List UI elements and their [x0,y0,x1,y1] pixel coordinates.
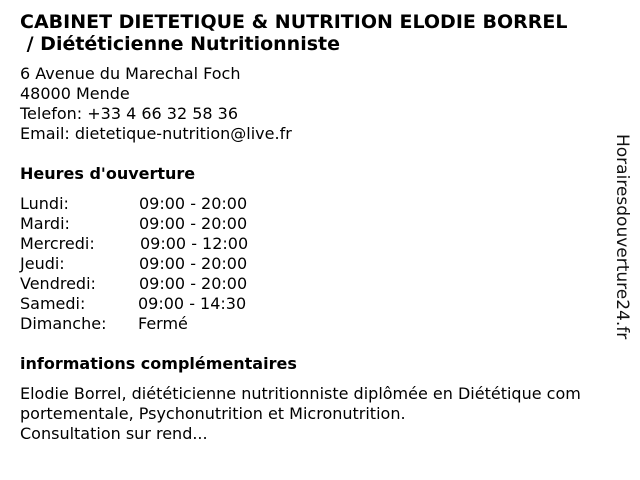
business-title-line1: CABINET DIETETIQUE & NUTRITION ELODIE BORREL [20,11,568,33]
time-range: 09:00 - 14:30 [138,294,247,313]
day-label: Lundi: [20,194,69,213]
time-range: 09:00 - 20:00 [139,274,248,293]
time-range: 09:00 - 20:00 [139,214,248,233]
business-title [20,11,630,55]
day-label: Mardi: [20,214,70,233]
day-label: Vendredi: [20,274,96,293]
additional-info-heading: informations complémentaires [20,354,297,373]
phone-number: Telefon: +33 4 66 32 58 36 [20,104,239,123]
time-range: 09:00 - 12:00 [140,234,249,253]
address-street: 6 Avenue du Marechal Foch [20,64,241,83]
day-label: Samedi: [20,294,86,313]
opening-hours-heading: Heures d'ouverture [20,164,196,183]
info-text-line: Consultation sur rend... [20,424,208,443]
info-text-line: portementale, Psychonutrition et Micronutrition. [20,404,406,423]
info-text-line: Elodie Borrel, diététicienne nutritionniste diplômée en Diététique com [20,384,581,403]
address-city: 48000 Mende [20,84,130,103]
site-brand-vertical: Horairesdouverture24.fr [612,134,632,340]
day-label: Dimanche: [20,314,107,333]
contact-block [20,64,292,144]
email-address: Email: dietetique-nutrition@live.fr [20,124,292,143]
day-label: Jeudi: [20,254,65,273]
business-title-line2: / Diététicienne Nutritionniste [20,33,341,55]
time-range: 09:00 - 20:00 [139,194,248,213]
additional-info-text [20,384,628,444]
time-range: 09:00 - 20:00 [139,254,248,273]
day-label: Mercredi: [20,234,95,253]
time-range: Fermé [138,314,188,333]
